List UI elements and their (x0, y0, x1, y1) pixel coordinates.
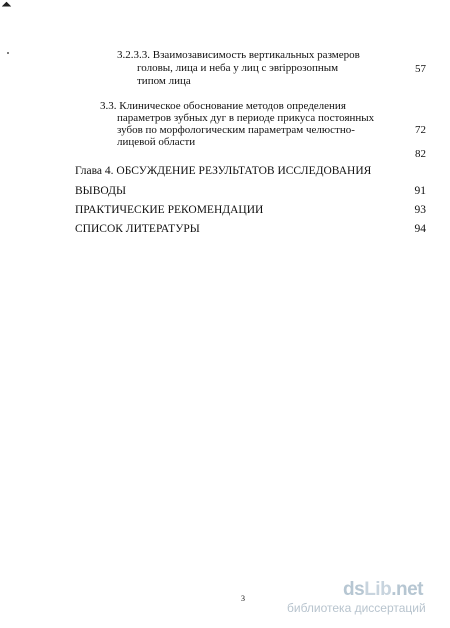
toc-entry-references-title: СПИСОК ЛИТЕРАТУРЫ (75, 223, 200, 235)
toc-entry-33-line1: 3.3. Клиническое обоснование методов определения (100, 100, 346, 112)
dslib-subtitle: библиотека диссертаций (287, 601, 426, 615)
toc-entry-ch4-title: Глава 4. ОБСУЖДЕНИЕ РЕЗУЛЬТАТОВ ИССЛЕДОВАНИЯ (75, 165, 372, 177)
dslib-watermark (287, 580, 447, 620)
logo-net: .net (391, 579, 423, 600)
scan-dot (7, 52, 9, 54)
page-number: 3 (241, 594, 245, 603)
toc-entry-33-line2: параметров зубных дуг в периоде прикуса постоянных (117, 112, 375, 124)
toc-entry-recommendations-title: ПРАКТИЧЕСКИЕ РЕКОМЕНДАЦИИ (75, 204, 264, 216)
toc-entry-conclusions-page: 91 (414, 185, 426, 197)
toc-entry-3233-line1: 3.2.3.3. Взаимозависимость вертикальных размеров (117, 49, 360, 61)
toc-entry-33-line4: лицевой области (117, 136, 196, 148)
toc-entry-33-page: 72 (415, 124, 426, 136)
dslib-logo (343, 580, 423, 600)
logo-ds: ds (343, 579, 365, 600)
toc-entry-conclusions-title: ВЫВОДЫ (75, 185, 126, 197)
toc-entry-recommendations-page: 93 (414, 204, 426, 216)
toc-entry-3233-page: 57 (415, 63, 426, 75)
toc-entry-3233-line3: типом лица (137, 75, 191, 87)
toc-entry-33-line3: зубов по морфологическим параметрам челюстно- (117, 124, 355, 136)
toc-entry-ch4-page: 82 (415, 148, 426, 160)
logo-lib: Lib (364, 579, 392, 600)
scan-corner-mark (2, 2, 12, 12)
toc-entry-3233-line2: головы, лица и неба у лиц с эвripрозопным (137, 62, 339, 74)
toc-entry-references-page: 94 (414, 223, 426, 235)
